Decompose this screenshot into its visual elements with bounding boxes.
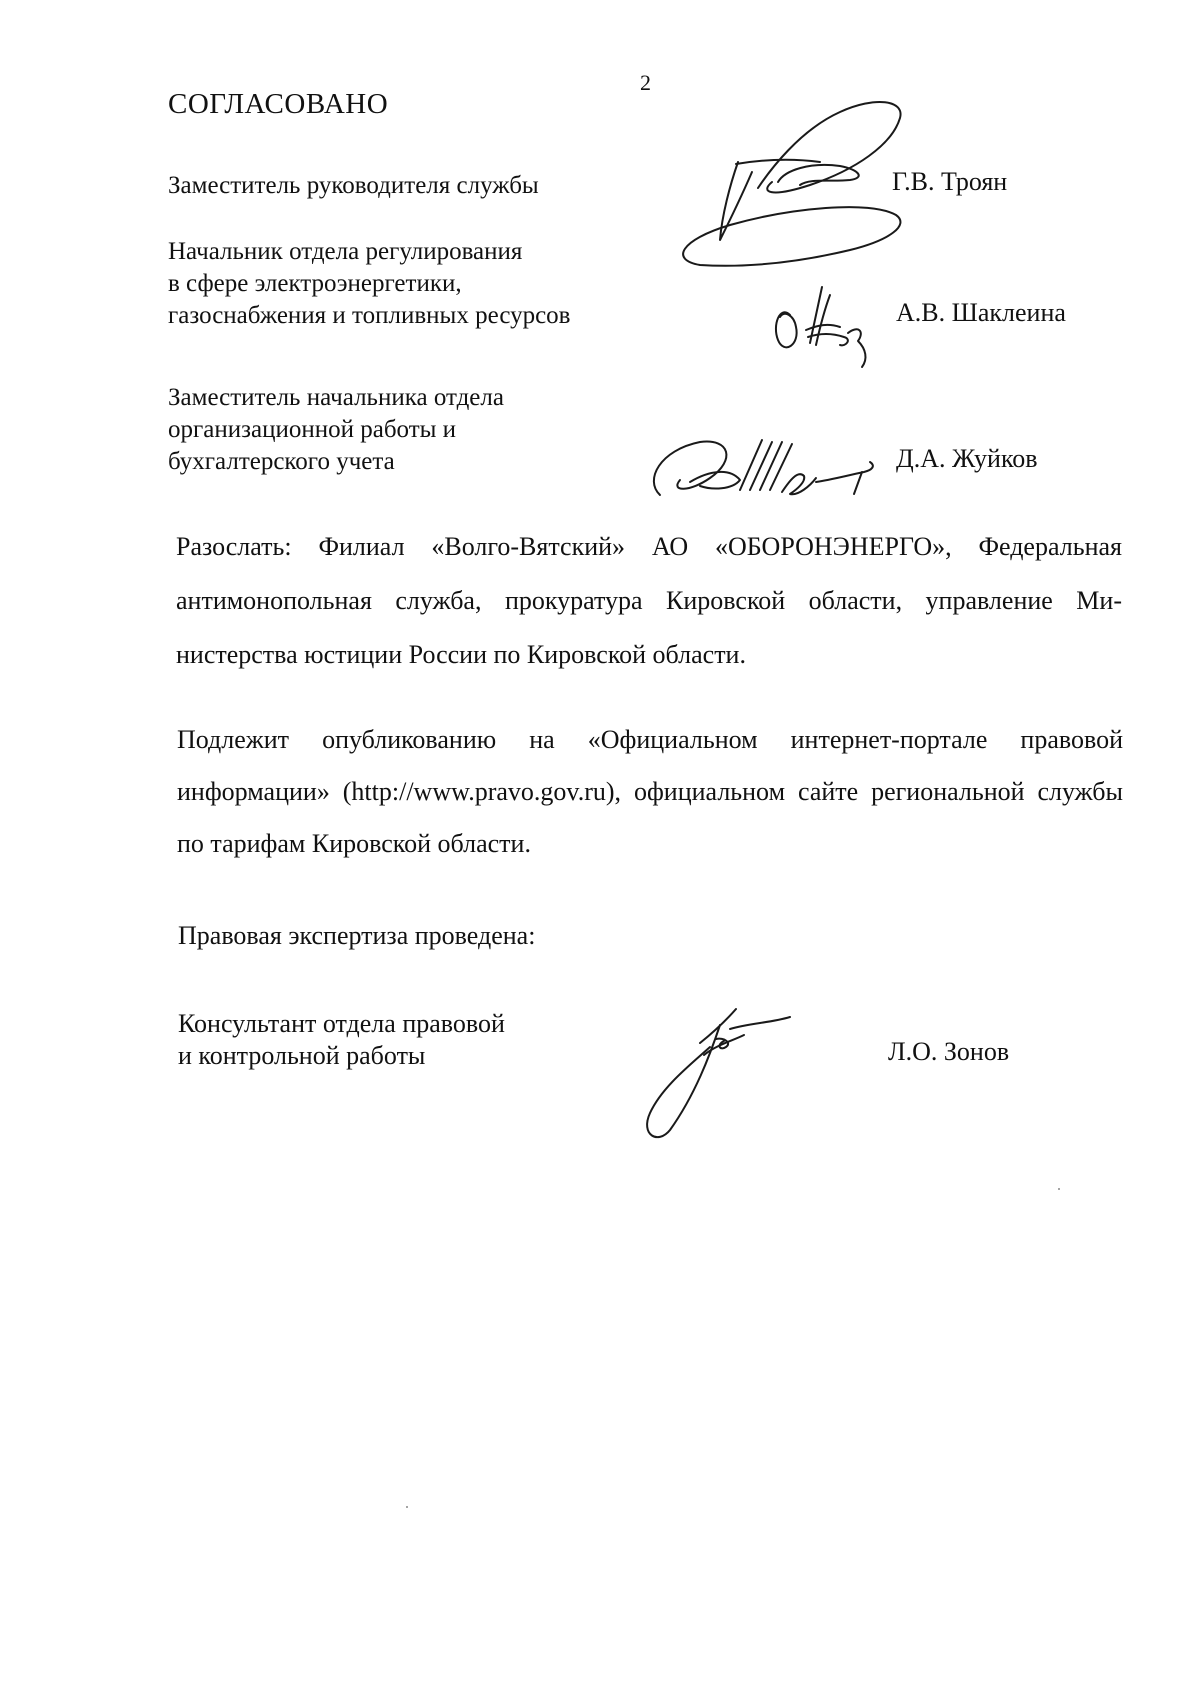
legal-review-name: Л.О. Зонов bbox=[888, 1037, 1010, 1066]
position-line: в сфере электроэнергетики, bbox=[168, 270, 462, 297]
signatory-name-3: Д.А. Жуйков bbox=[896, 444, 1038, 473]
position-line: Заместитель руководителя службы bbox=[168, 172, 539, 199]
position-line: Консультант отдела правовой bbox=[178, 1009, 505, 1038]
signatory-position-2 bbox=[168, 236, 571, 332]
signature-troyan bbox=[660, 90, 920, 290]
signature-zhuykov bbox=[640, 420, 890, 510]
position-line: и контрольной работы bbox=[178, 1041, 426, 1070]
position-line: организационной работы и bbox=[168, 416, 457, 443]
signatory-position-3 bbox=[168, 382, 504, 478]
position-line: бухгалтерского учета bbox=[168, 448, 395, 475]
scan-speck bbox=[1058, 1188, 1060, 1190]
position-line: Заместитель начальника отдела bbox=[168, 384, 504, 411]
position-line: Начальник отдела регулирования bbox=[168, 238, 523, 265]
scan-speck bbox=[406, 1506, 408, 1508]
signatory-name-1: Г.В. Троян bbox=[892, 167, 1008, 196]
signature-zonov bbox=[640, 995, 810, 1145]
position-line: газоснабжения и топливных ресурсов bbox=[168, 302, 571, 329]
signatory-name-2: А.В. Шаклеина bbox=[896, 298, 1066, 327]
page-number: 2 bbox=[640, 70, 651, 95]
signatory-position-1 bbox=[168, 170, 539, 202]
legal-review-heading: Правовая экспертиза проведена: bbox=[178, 921, 536, 950]
legal-review-position bbox=[178, 1008, 505, 1072]
publication-paragraph: Подлежит опубликованию на «Официальном интернет-портале правовой информации» (http://www.pravo.gov.ru), официальном сайте региональной службы по тарифам Кировской области. bbox=[177, 725, 1123, 858]
approval-heading: СОГЛАСОВАНО bbox=[168, 88, 389, 120]
signature-shakleina bbox=[770, 275, 890, 375]
distribution-paragraph: Разослать: Филиал «Волго-Вятский» АО «ОБОРОНЭНЕРГО», Федеральная антимонопольная служба, прокуратура Кировской области, управление Ми-нистерства юстиции России по Кировской области. bbox=[176, 532, 1122, 669]
